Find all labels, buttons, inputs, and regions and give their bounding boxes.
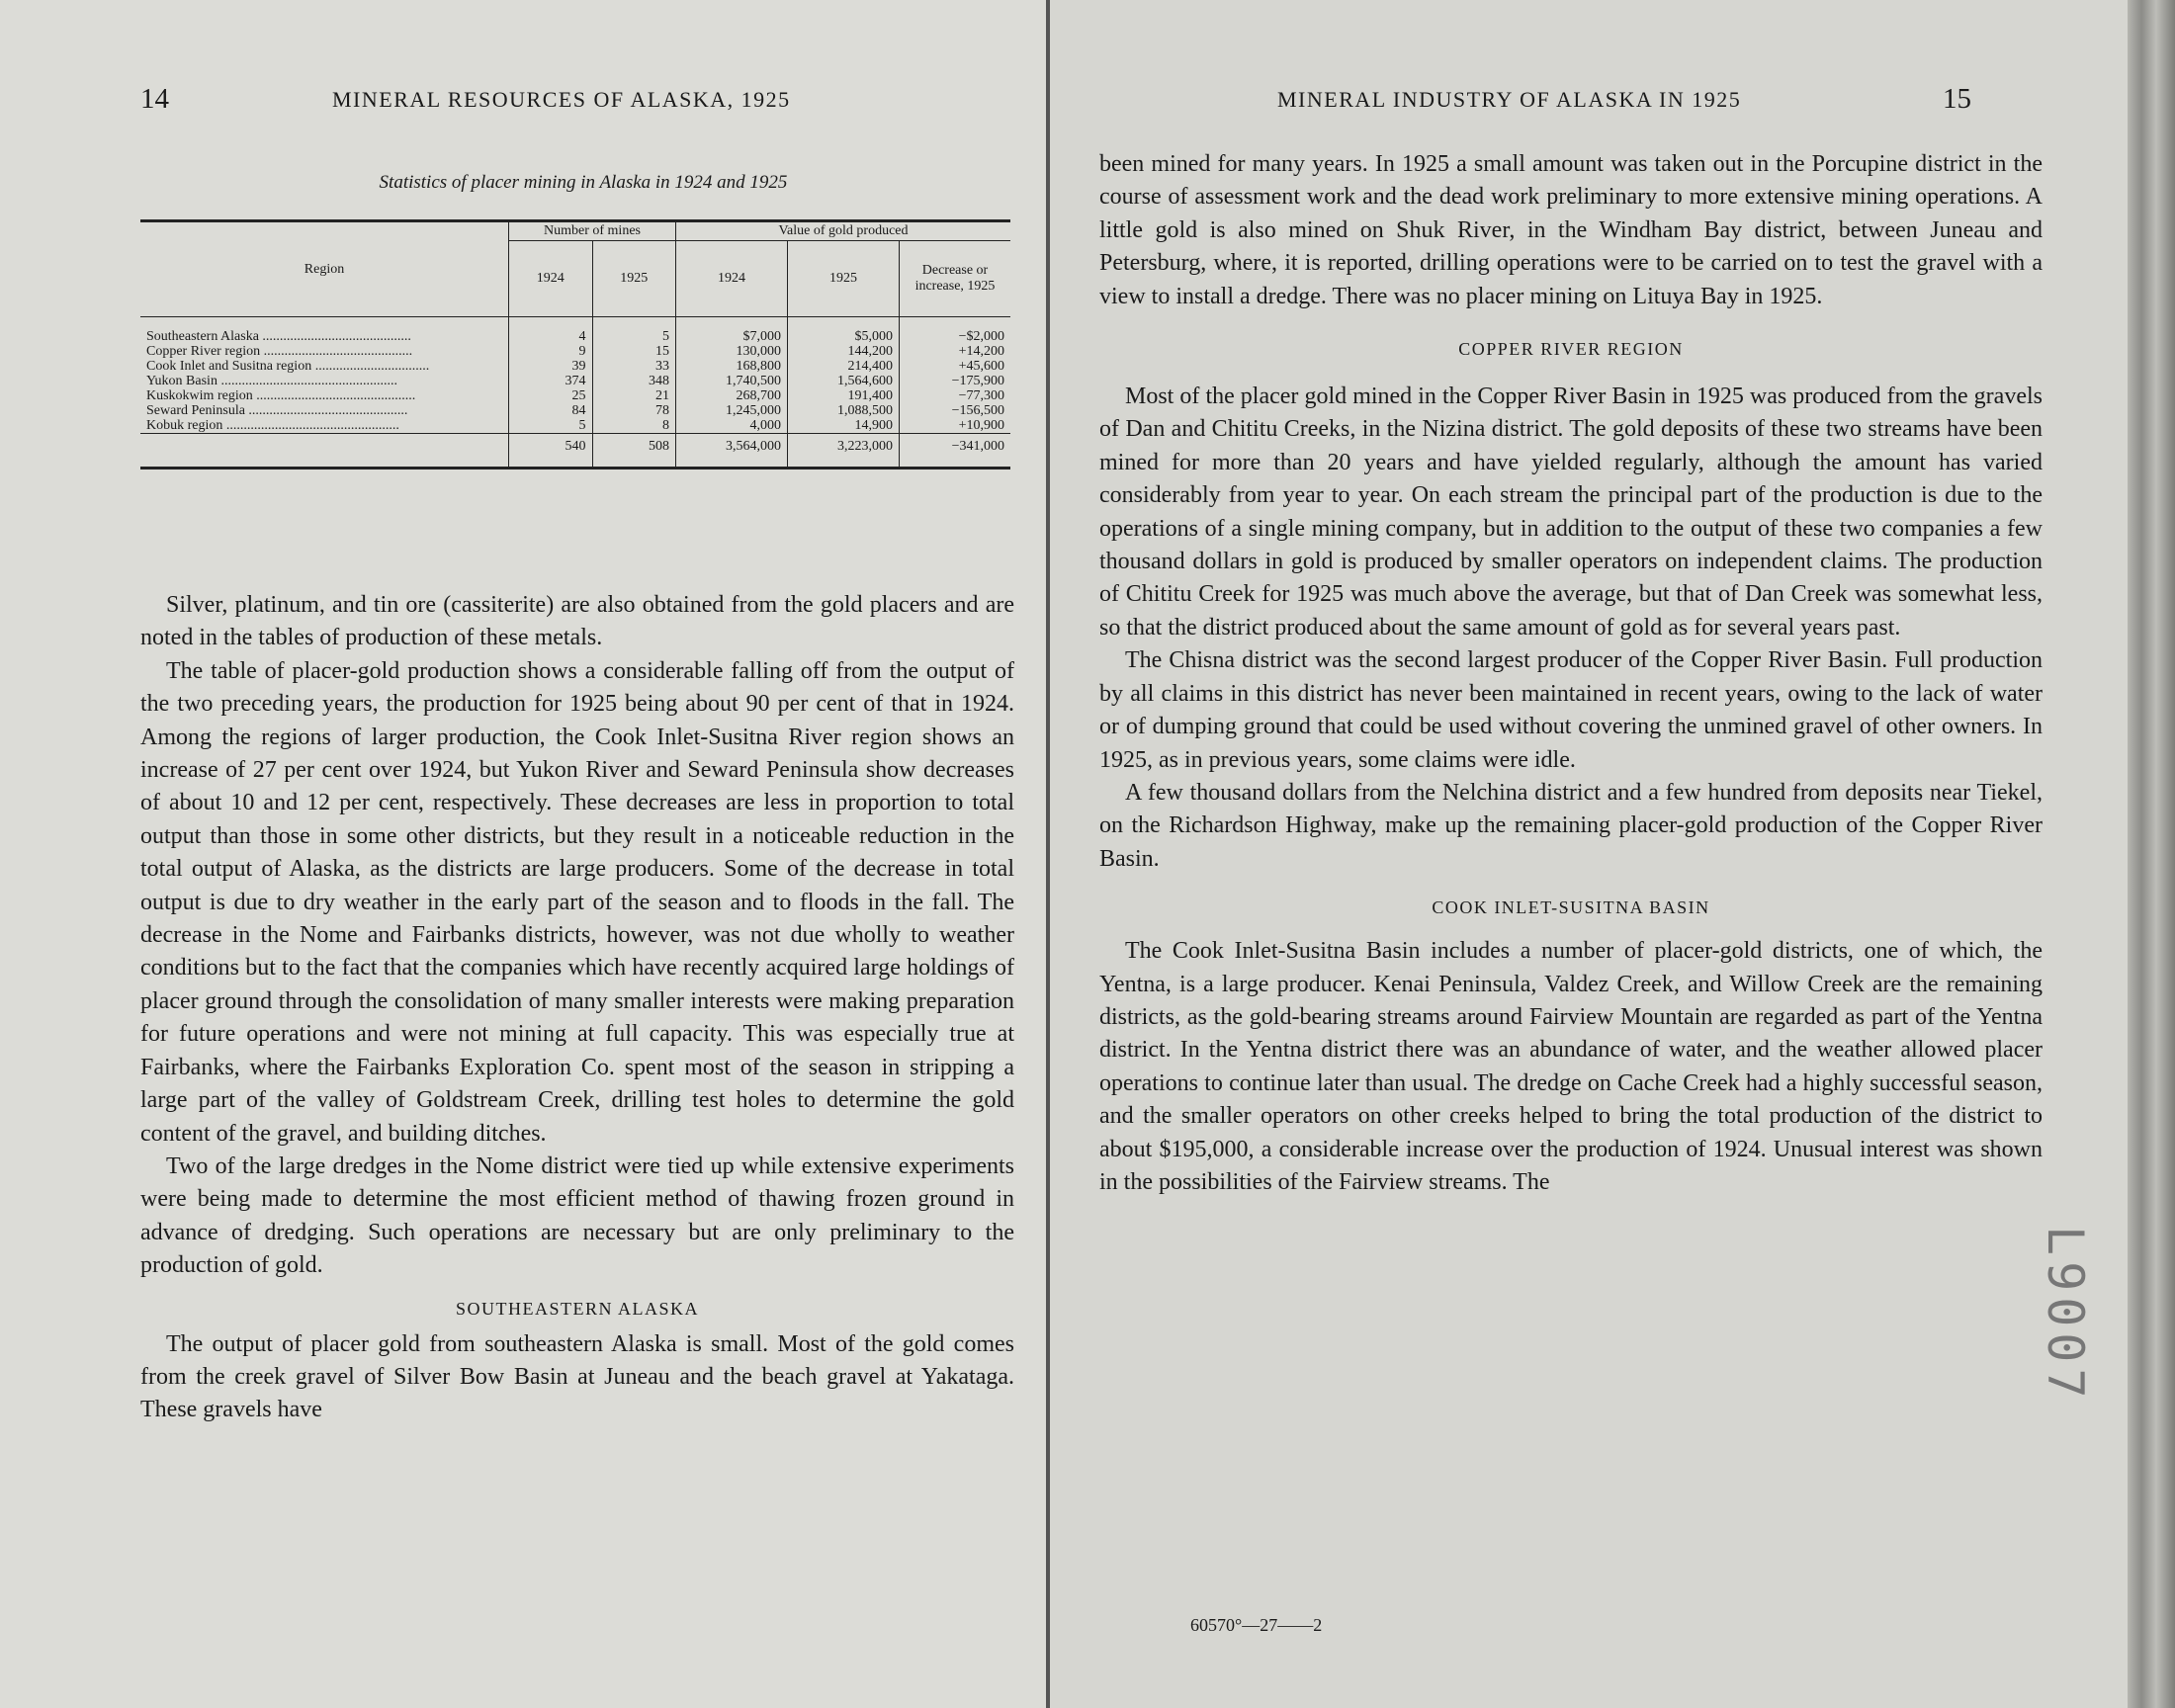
paragraph: Two of the large dredges in the Nome district were tied up while extensive experiments were being made to determine the most efficient method of thawing frozen ground in advance of dredging. Such operations are necessary but are only preliminary to the production of gold.: [140, 1153, 1014, 1279]
header-value-1925: 1925: [788, 241, 900, 317]
table-row: [140, 418, 1010, 434]
total-mines-1925: 508: [592, 434, 676, 469]
left-body: [140, 589, 1014, 1427]
row-value-1924: $7,000: [676, 329, 788, 344]
row-mines-1924: 5: [509, 418, 593, 434]
row-mines-1925: 5: [592, 329, 676, 344]
row-change: +10,900: [900, 418, 1011, 434]
row-mines-1924: 39: [509, 359, 593, 374]
row-value-1925: 1,564,600: [788, 374, 900, 388]
row-change: −77,300: [900, 388, 1011, 403]
left-page: [0, 0, 1046, 1708]
paragraph: been mined for many years. In 1925 a small amount was taken out in the Porcupine district in the course of assessment work and the dead work preliminary to more extensive mining operations. A little gold is also mined on Shuk River, in the Windham Bay district, between Juneau and Petersburg, where, it is reported, drilling operations were to be carried on to test the gravel with a view to install a dredge. There was no placer mining on Lituya Bay in 1925.: [1099, 151, 2043, 309]
total-mines-1924: 540: [509, 434, 593, 469]
row-value-1925: $5,000: [788, 329, 900, 344]
right-page: [1050, 0, 2128, 1708]
row-value-1925: 191,400: [788, 388, 900, 403]
row-region: Yukon Basin ...................................................: [146, 374, 397, 388]
row-value-1924: 130,000: [676, 344, 788, 359]
header-value-1924: 1924: [676, 241, 788, 317]
row-value-1925: 14,900: [788, 418, 900, 434]
row-mines-1925: 8: [592, 418, 676, 434]
row-value-1924: 268,700: [676, 388, 788, 403]
paragraph: The Cook Inlet-Susitna Basin includes a number of placer-gold districts, one of which, the Yentna, is a large producer. Kenai Peninsula, Valdez Creek, and Willow Creek are the remaining districts, as the gold-bearing streams around Fairview Mountain are regarded as part of the Yentna district. In the Yentna district there was an abundance of water, and the weather allowed placer operations to continue later than usual. The dredge on Cache Creek had a highly successful season, and the smaller operators on other creeks helped to bring the total production of the district to about $195,000, a considerable increase over the production of 1924. Unusual interest was shown in the possibilities of the Fairview streams. The: [1099, 938, 2043, 1195]
table-row: [140, 329, 1010, 344]
table-row: [140, 359, 1010, 374]
header-mines-1925: 1925: [592, 241, 676, 317]
table-row: [140, 403, 1010, 418]
row-value-1924: 168,800: [676, 359, 788, 374]
row-region: Seward Peninsula ..............................................: [146, 403, 408, 418]
row-value-1924: 4,000: [676, 418, 788, 434]
row-region: Kuskokwim region ..............................................: [146, 388, 416, 403]
paragraph: The output of placer gold from southeastern Alaska is small. Most of the gold comes from the creek gravel of Silver Bow Basin at Juneau and the beach gravel at Yakataga. These gravels have: [140, 1330, 1014, 1423]
row-mines-1925: 78: [592, 403, 676, 418]
table-caption: Statistics of placer mining in Alaska in 1924 and 1925: [379, 172, 788, 193]
header-change: Decrease or increase, 1925: [900, 241, 1011, 317]
total-value-1924: 3,564,000: [676, 434, 788, 469]
row-region: Copper River region ...........................................: [146, 344, 413, 359]
paragraph: The table of placer-gold production shows a considerable falling off from the output of the two preceding years, the production for 1925 being about 90 per cent of that in 1924. Among the regions of larger production, the Cook Inlet-Susitna River region shows an increase of 27 per cent over 1924, but Yukon River and Seward Peninsula show decreases of about 10 and 12 per cent, respectively. These decreases are less in proportion to total output than those in some other districts, but they result in a noticeable reduction in the total output of Alaska, as the districts are large producers. Some of the decrease in total output is due to dry weather in the early part of the season and to floods in the fall. The decrease in the Nome and Fairbanks districts, however, was not due wholly to weather conditions but to the fact that the companies which have recently acquired large holdings of placer ground through the consolidation of many smaller interests were making preparation for future operations and were not mining at full capacity. This was especially true at Fairbanks, where the Fairbanks Exploration Co. spent most of the season in stripping a large part of the valley of Goldstream Creek, drilling test holes to determine the gold content of the gravel, and building ditches.: [140, 657, 1014, 1147]
print-code: 60570°—27——2: [1190, 1615, 1323, 1635]
row-value-1925: 144,200: [788, 344, 900, 359]
row-change: −156,500: [900, 403, 1011, 418]
row-value-1924: 1,245,000: [676, 403, 788, 418]
table-row: [140, 374, 1010, 388]
row-change: +45,600: [900, 359, 1011, 374]
row-mines-1925: 15: [592, 344, 676, 359]
row-region: Cook Inlet and Susitna region .................................: [146, 359, 430, 374]
row-region: Southeastern Alaska ...........................................: [146, 329, 411, 344]
row-region: Kobuk region ..................................................: [146, 418, 399, 433]
section-heading-southeastern: SOUTHEASTERN ALASKA: [455, 1298, 699, 1319]
paragraph: A few thousand dollars from the Nelchina district and a few hundred from deposits near Tiekel, on the Richardson Highway, make up the remaining placer-gold production of the Copper River Basin.: [1099, 779, 2043, 872]
left-page-number: 14: [140, 83, 169, 115]
row-mines-1924: 25: [509, 388, 593, 403]
row-value-1925: 214,400: [788, 359, 900, 374]
header-value: Value of gold produced: [676, 221, 1011, 241]
row-mines-1924: 4: [509, 329, 593, 344]
table-row: [140, 344, 1010, 359]
margin-stamp: L9007: [2037, 1226, 2094, 1405]
row-value-1924: 1,740,500: [676, 374, 788, 388]
row-mines-1925: 33: [592, 359, 676, 374]
table-total-row: [140, 434, 1010, 469]
row-change: −175,900: [900, 374, 1011, 388]
paragraph: Most of the placer gold mined in the Copper River Basin in 1925 was produced from the gravels of Dan and Chititu Creeks, in the Nizina district. The gold deposits of these two streams have been mined for more than 20 years and have yielded regularly, although the amount has varied considerably from year to year. On each stream the principal part of the production is due to the operations of a single mining company, but in addition to the output of these two companies a few thousand dollars in gold is produced by smaller operators on independent claims. The production of Chititu Creek for 1925 was much above the average, but that of Dan Creek was somewhat less, so that the district produced about the same amount of gold as for several years past.: [1099, 384, 2043, 640]
row-change: −$2,000: [900, 329, 1011, 344]
row-mines-1925: 21: [592, 388, 676, 403]
header-mines: Number of mines: [509, 221, 676, 241]
right-body: [1099, 148, 2043, 1199]
row-mines-1924: 9: [509, 344, 593, 359]
placer-statistics-table: [140, 219, 1010, 470]
left-running-head: MINERAL RESOURCES OF ALASKA, 1925: [332, 87, 791, 112]
right-running-head: MINERAL INDUSTRY OF ALASKA IN 1925: [1277, 87, 1742, 112]
row-change: +14,200: [900, 344, 1011, 359]
right-page-number: 15: [1943, 83, 1971, 115]
header-mines-1924: 1924: [509, 241, 593, 317]
total-change: −341,000: [900, 434, 1011, 469]
row-value-1925: 1,088,500: [788, 403, 900, 418]
section-heading-copper-river: COPPER RIVER REGION: [1458, 339, 1684, 360]
row-mines-1924: 374: [509, 374, 593, 388]
paragraph: The Chisna district was the second largest producer of the Copper River Basin. Full production by all claims in this district has never been maintained in recent years, owing to the lack of water or of dumping ground that could be used without covering the unmined gravel of other owners. In 1925, as in previous years, some claims were idle.: [1099, 647, 2043, 773]
row-mines-1925: 348: [592, 374, 676, 388]
header-region: Region: [140, 221, 509, 317]
row-mines-1924: 84: [509, 403, 593, 418]
book-edge: [2128, 0, 2175, 1708]
table-row: [140, 388, 1010, 403]
paragraph: Silver, platinum, and tin ore (cassiterite) are also obtained from the gold placers and are noted in the tables of production of these metals.: [140, 592, 1014, 651]
section-heading-cook-inlet: COOK INLET-SUSITNA BASIN: [1432, 897, 1710, 918]
total-value-1925: 3,223,000: [788, 434, 900, 469]
